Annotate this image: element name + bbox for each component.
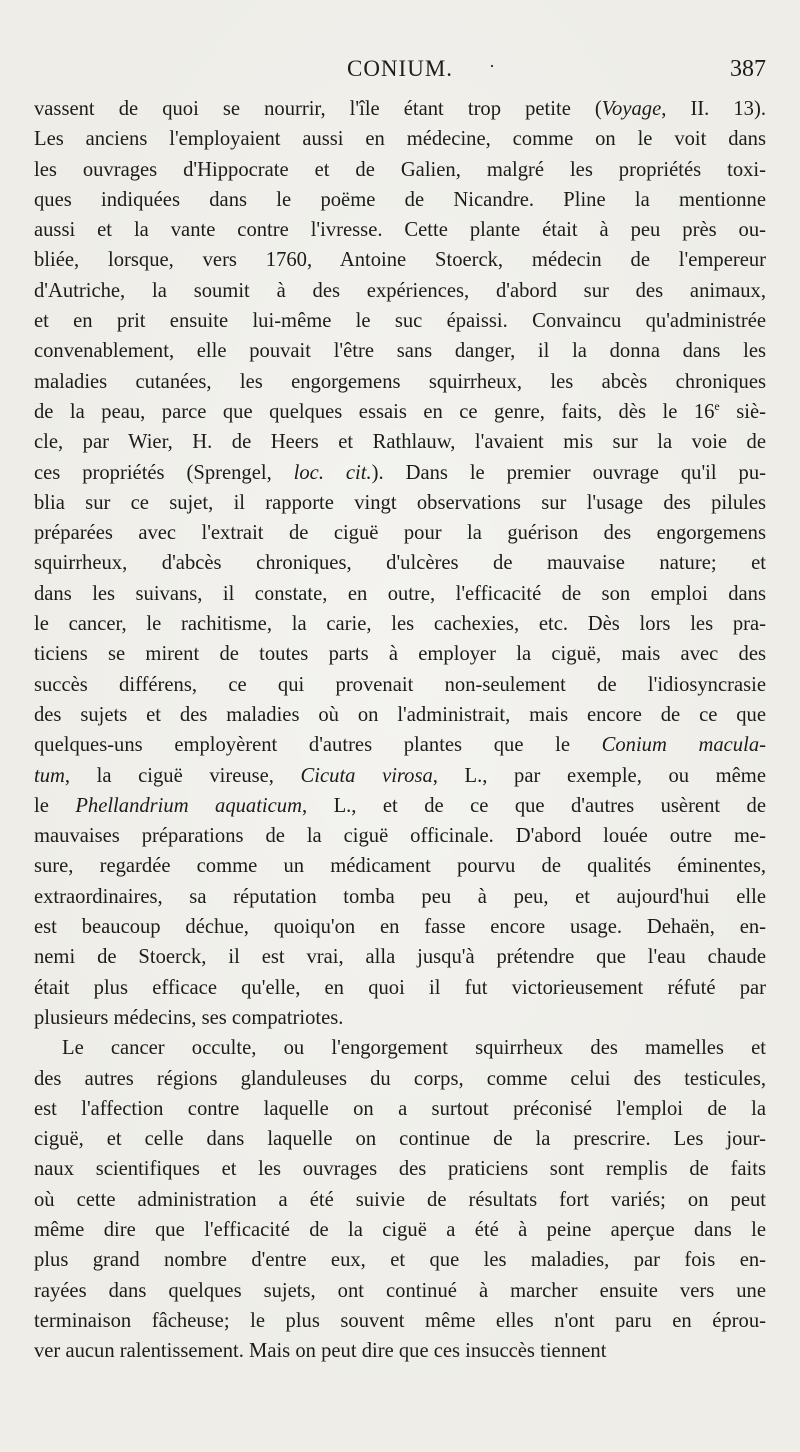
- text-line: [34, 336, 766, 366]
- text-segment: bliée, lorsque, vers 1760, Antoine Stoerck, médecin de l'empereur: [34, 249, 766, 272]
- text-segment: dans les suivans, il constate, en outre, l'efficacité de son emploi dans: [34, 582, 766, 605]
- text-segment: ticiens se mirent de toutes parts à employer la ciguë, mais avec des: [34, 643, 766, 666]
- text-segment: où cette administration a été suivie de résultats fort variés; on peut: [34, 1188, 766, 1211]
- text-line: [34, 397, 766, 427]
- text-segment: des sujets et des maladies où on l'administrait, mais encore de ce que: [34, 703, 766, 726]
- text-line: [34, 1064, 766, 1094]
- text-segment: d'Autriche, la soumit à des expériences, d'abord sur des animaux,: [34, 279, 766, 302]
- text-line: [34, 973, 766, 1003]
- text-segment: , L., par exemple, ou même: [432, 764, 766, 787]
- text-line: [34, 548, 766, 578]
- superscript: e: [714, 399, 720, 414]
- italic-text: loc. cit.: [293, 461, 372, 484]
- text-line: [34, 1215, 766, 1245]
- text-segment: préparées avec l'extrait de ciguë pour la guérison des engorgemens: [34, 522, 766, 545]
- italic-text: Phellandrium aquaticum: [75, 794, 302, 817]
- text-segment: convenablement, elle pouvait l'être sans danger, il la donna dans les: [34, 340, 766, 363]
- italic-text: Voyage: [601, 98, 662, 120]
- text-line: [34, 821, 766, 851]
- text-segment: est l'affection contre laquelle on a surtout préconisé l'emploi de la: [34, 1097, 766, 1120]
- text-segment: est beaucoup déchue, quoiqu'on en fasse encore usage. Dehaën, en-: [34, 916, 766, 939]
- text-line: [34, 488, 766, 518]
- text-segment: Le cancer occulte, ou l'engorgement squirrheux des mamelles et: [62, 1037, 766, 1060]
- text-segment: naux scientifiques et les ouvrages des praticiens sont remplis de faits: [34, 1158, 766, 1181]
- text-line: [34, 912, 766, 942]
- text-segment: le: [34, 794, 76, 817]
- text-segment: des autres régions glanduleuses du corps, comme celui des testicules,: [34, 1067, 766, 1090]
- text-segment: et en prit ensuite lui-même le suc épaissi. Convaincu qu'administrée: [34, 310, 766, 333]
- text-line: [34, 306, 766, 336]
- text-segment: , L., et de ce que d'autres usèrent de: [301, 794, 766, 817]
- text-line: [34, 94, 766, 124]
- text-line: [34, 1003, 766, 1033]
- running-head-title: CONIUM.: [346, 56, 454, 81]
- text-segment: aussi et la vante contre l'ivresse. Cette plante était à peu près ou-: [34, 219, 766, 242]
- italic-text: Conium macula-: [601, 734, 766, 757]
- text-line: [34, 700, 766, 730]
- text-line: [34, 276, 766, 306]
- text-segment: de la peau, parce que quelques essais en ce genre, faits, dès le 16: [34, 400, 715, 423]
- text-line: [34, 791, 766, 821]
- text-segment: ces propriétés (Sprengel,: [34, 461, 294, 484]
- text-line: [34, 609, 766, 639]
- body-text: [34, 94, 766, 1366]
- text-line: [34, 1336, 766, 1366]
- text-line: [34, 185, 766, 215]
- text-segment: nemi de Stoerck, il est vrai, alla jusqu'à prétendre que l'eau chaude: [34, 946, 766, 969]
- text-segment: sure, regardée comme un médicament pourvu de qualités éminentes,: [34, 855, 766, 878]
- text-line: [34, 1033, 766, 1063]
- text-segment: , la ciguë vireuse,: [64, 764, 301, 787]
- text-segment: Les anciens l'employaient aussi en médecine, comme on le voit dans: [34, 128, 766, 151]
- italic-text: Cicuta virosa: [300, 764, 433, 787]
- text-segment: plus grand nombre d'entre eux, et que les maladies, par fois en-: [34, 1249, 766, 1272]
- text-segment: rayées dans quelques sujets, ont continué à marcher ensuite vers une: [34, 1279, 766, 1302]
- text-line: [34, 1245, 766, 1275]
- text-segment: le cancer, le rachitisme, la carie, les cachexies, etc. Dès lors les pra-: [34, 613, 766, 636]
- text-line: [34, 458, 766, 488]
- text-line: [34, 155, 766, 185]
- italic-text: tum: [34, 764, 65, 787]
- text-segment: quelques-uns employèrent d'autres plantes que le: [34, 734, 602, 757]
- text-line: [34, 367, 766, 397]
- text-segment: vassent de quoi se nourrir, l'île étant trop petite (: [34, 98, 602, 120]
- text-line: [34, 942, 766, 972]
- text-segment: mauvaises préparations de la ciguë officinale. D'abord louée outre me-: [34, 825, 766, 848]
- page-number: 387: [730, 56, 766, 82]
- running-head: [34, 56, 766, 86]
- running-head-mark: ·: [489, 56, 495, 76]
- text-segment: ques indiquées dans le poëme de Nicandre. Pline la mentionne: [34, 188, 766, 211]
- text-line: [34, 245, 766, 275]
- text-segment: ciguë, et celle dans laquelle on continue de la prescrire. Les jour-: [34, 1128, 766, 1151]
- text-line: [34, 882, 766, 912]
- text-segment: succès différens, ce qui provenait non-seulement de l'idiosyncrasie: [34, 673, 766, 696]
- text-segment: même dire que l'efficacité de la ciguë a été à peine aperçue dans le: [34, 1218, 766, 1241]
- text-segment: plusieurs médecins, ses compatriotes.: [34, 1006, 344, 1029]
- text-segment: ). Dans le premier ouvrage qu'il pu-: [371, 461, 766, 484]
- text-line: [34, 579, 766, 609]
- text-segment: était plus efficace qu'elle, en quoi il fut victorieusement réfuté par: [34, 976, 766, 999]
- text-segment: squirrheux, d'abcès chroniques, d'ulcères de mauvaise nature; et: [34, 552, 766, 575]
- text-segment: extraordinaires, sa réputation tomba peu à peu, et aujourd'hui elle: [34, 885, 766, 908]
- text-line: [34, 1185, 766, 1215]
- text-segment: blia sur ce sujet, il rapporte vingt observations sur l'usage des pilules: [34, 491, 766, 514]
- text-line: [34, 730, 766, 760]
- text-segment: cle, par Wier, H. de Heers et Rathlauw, l'avaient mis sur la voie de: [34, 431, 766, 454]
- text-segment: les ouvrages d'Hippocrate et de Galien, malgré les propriétés toxi-: [34, 158, 766, 181]
- text-line: [34, 427, 766, 457]
- text-line: [34, 1306, 766, 1336]
- text-line: [34, 124, 766, 154]
- text-line: [34, 215, 766, 245]
- text-line: [34, 518, 766, 548]
- text-line: [34, 639, 766, 669]
- text-line: [34, 1154, 766, 1184]
- text-line: [34, 1094, 766, 1124]
- text-segment: ver aucun ralentissement. Mais on peut dire que ces insuccès tiennent: [34, 1340, 607, 1363]
- text-segment: maladies cutanées, les engorgemens squirrheux, les abcès chroniques: [34, 370, 766, 393]
- text-segment: , II. 13).: [661, 98, 766, 120]
- text-segment: siè-: [719, 400, 766, 423]
- text-line: [34, 670, 766, 700]
- text-line: [34, 1124, 766, 1154]
- text-segment: terminaison fâcheuse; le plus souvent même elles n'ont paru en éprou-: [34, 1309, 766, 1332]
- text-line: [34, 1276, 766, 1306]
- text-line: [34, 761, 766, 791]
- text-line: [34, 851, 766, 881]
